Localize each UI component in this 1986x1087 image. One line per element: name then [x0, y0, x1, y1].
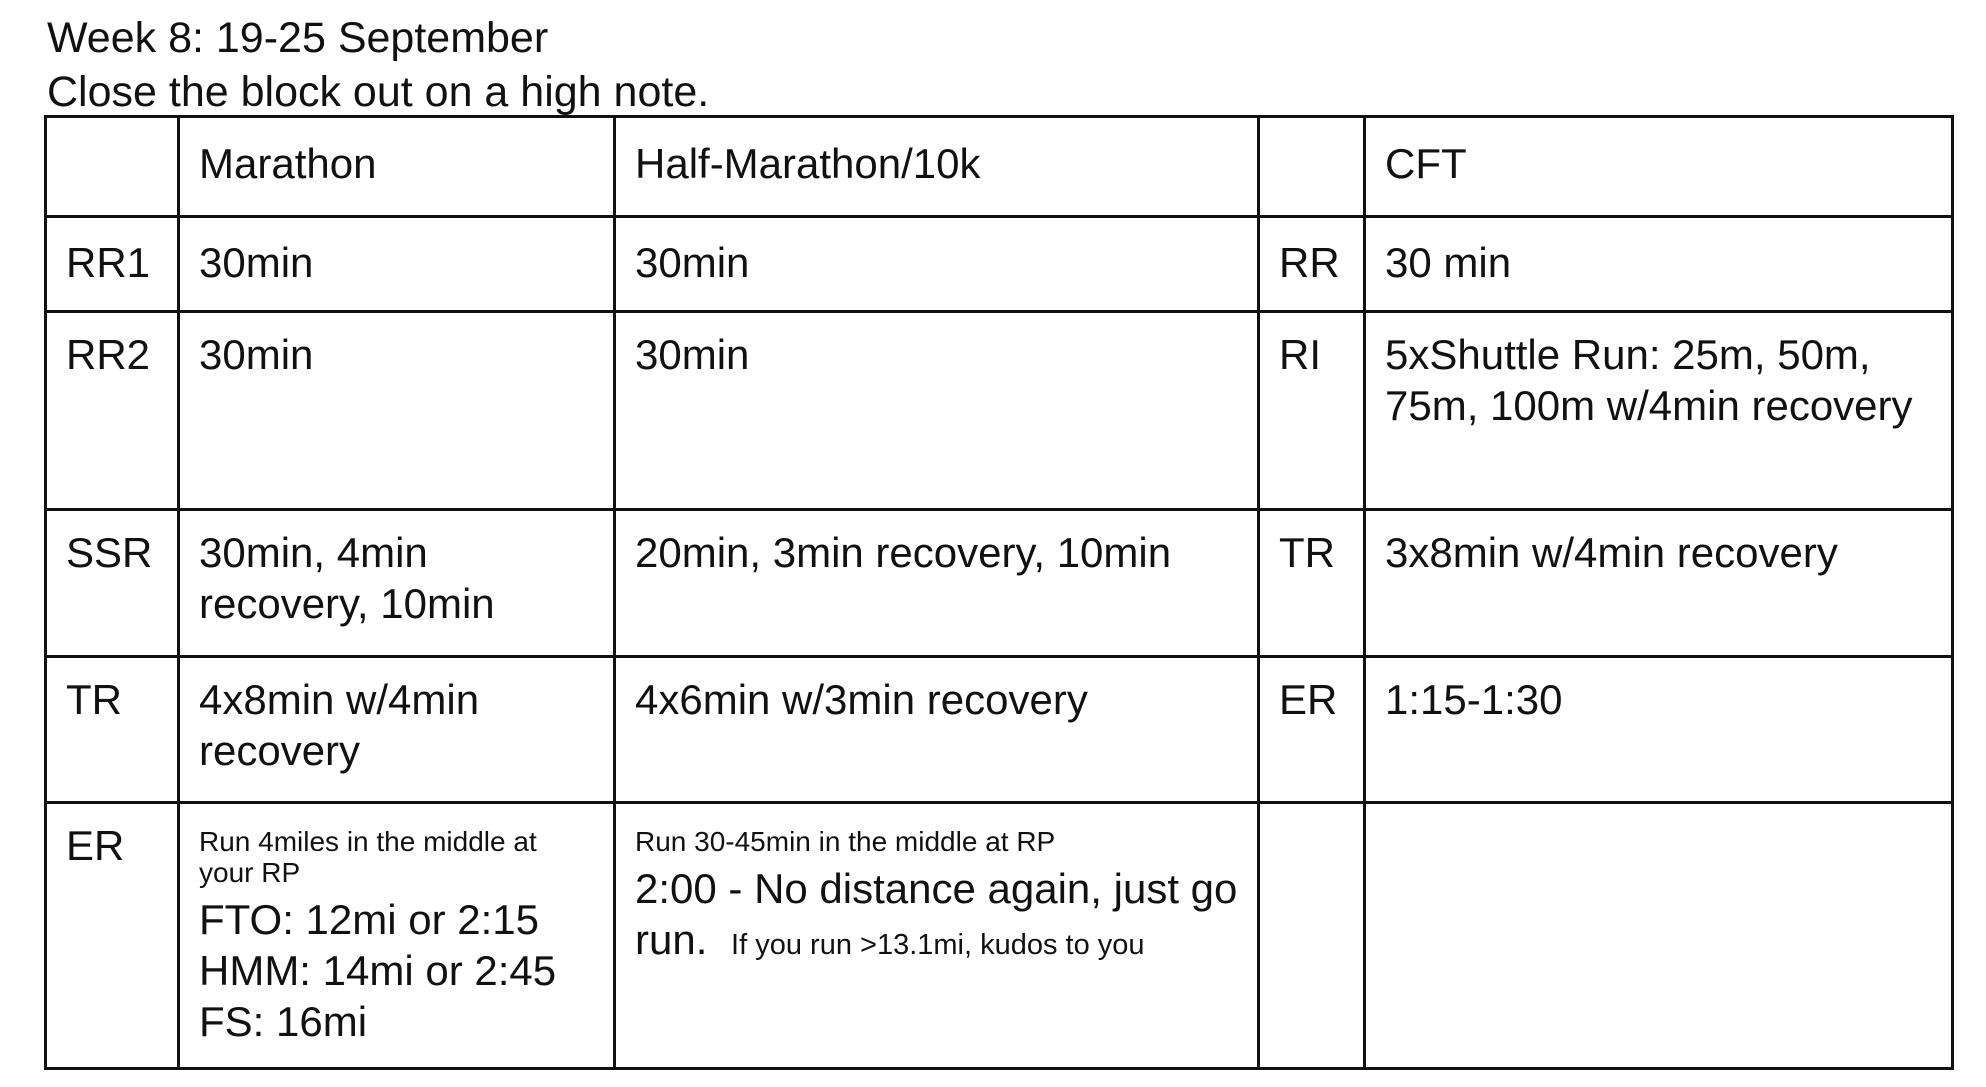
half-marathon-cell: [615, 803, 1259, 1069]
marathon-cell: 30min: [179, 312, 615, 510]
marathon-cell: 30min: [179, 217, 615, 312]
table-row: [46, 657, 1953, 803]
session-code: TR: [46, 657, 179, 803]
cft-session-code: RR: [1259, 217, 1365, 312]
cft-cell: 5xShuttle Run: 25m, 50m, 75m, 100m w/4min recovery: [1365, 312, 1953, 510]
table-row: [46, 510, 1953, 657]
header-half-marathon-10k: Half-Marathon/10k: [615, 117, 1259, 217]
marathon-note: Run 4miles in the middle at your RP: [199, 826, 537, 888]
table-row: [46, 217, 1953, 312]
marathon-line: HMM: 14mi or 2:45: [199, 947, 557, 994]
half-marathon-cell: 30min: [615, 312, 1259, 510]
table-row: [46, 803, 1953, 1069]
header-cell-blank: [46, 117, 179, 217]
cft-cell: 1:15-1:30: [1365, 657, 1953, 803]
header-cft: CFT: [1365, 117, 1953, 217]
table-row: [46, 312, 1953, 510]
page-subtitle: Close the block out on a high note.: [47, 68, 710, 116]
cft-session-code: RI: [1259, 312, 1365, 510]
marathon-cell: 4x8min w/4min recovery: [179, 657, 615, 803]
half-marathon-note: Run 30-45min in the middle at RP: [635, 826, 1056, 857]
cft-cell: [1365, 803, 1953, 1069]
header-marathon: Marathon: [179, 117, 615, 217]
half-marathon-lead: 2:00 - No distance again, just go run.: [635, 865, 1238, 963]
cft-cell: 30 min: [1365, 217, 1953, 312]
half-marathon-cell: 20min, 3min recovery, 10min: [615, 510, 1259, 657]
session-code: RR2: [46, 312, 179, 510]
session-code: SSR: [46, 510, 179, 657]
session-code: RR1: [46, 217, 179, 312]
marathon-cell: [179, 803, 615, 1069]
page-title: Week 8: 19-25 September: [47, 14, 549, 62]
marathon-line: FS: 16mi: [199, 998, 368, 1045]
marathon-cell: 30min, 4min recovery, 10min: [179, 510, 615, 657]
cft-session-code: [1259, 803, 1365, 1069]
marathon-line: FTO: 12mi or 2:15: [199, 896, 540, 943]
cft-session-code: ER: [1259, 657, 1365, 803]
cft-cell: 3x8min w/4min recovery: [1365, 510, 1953, 657]
half-marathon-tail: If you run >13.1mi, kudos to you: [731, 929, 1145, 961]
header-cell-blank: [1259, 117, 1365, 217]
half-marathon-cell: 30min: [615, 217, 1259, 312]
cft-session-code: TR: [1259, 510, 1365, 657]
table-header-row: [46, 117, 1953, 217]
session-code: ER: [46, 803, 179, 1069]
half-marathon-cell: 4x6min w/3min recovery: [615, 657, 1259, 803]
training-plan-table: [44, 115, 1954, 1070]
